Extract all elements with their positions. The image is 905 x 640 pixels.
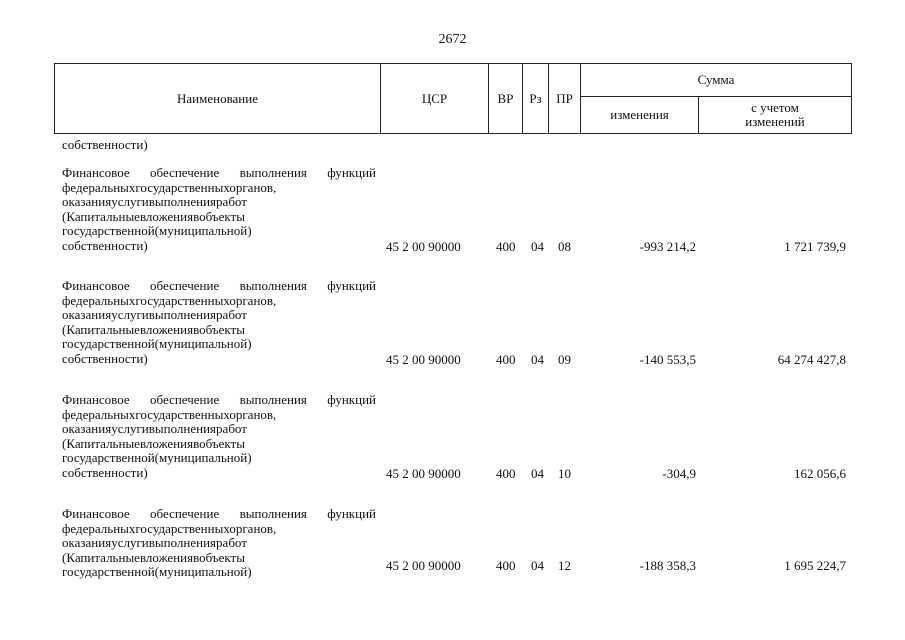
row-name-line (62, 437, 376, 452)
word: государственных (135, 180, 230, 195)
word: федеральных (62, 293, 136, 308)
row-pr: 12 (558, 557, 571, 573)
word: объекты (199, 436, 245, 451)
row-csr: 45 2 00 90000 (386, 352, 461, 367)
row-change: -188 358,3 (639, 557, 696, 573)
word: государственной (62, 565, 155, 580)
row-rz: 04 (531, 239, 544, 254)
row-change: -993 214,2 (639, 239, 696, 254)
word: в (193, 550, 200, 565)
word: вложения (139, 322, 194, 337)
header-name: Наименование (55, 64, 381, 134)
word: вложения (139, 436, 194, 451)
word: государственной (62, 224, 155, 239)
word: в (193, 209, 200, 224)
word: и (141, 536, 149, 551)
word: (муниципальной) (154, 224, 252, 239)
row-pr: 09 (558, 352, 571, 367)
row-name-line (62, 308, 376, 323)
row-name-line (62, 210, 376, 225)
word: услуг (111, 308, 142, 323)
row-name-line (62, 408, 376, 423)
row-rz: 04 (531, 352, 544, 367)
word: объекты (199, 550, 245, 565)
word: услуг (111, 422, 142, 437)
carry-over-text: собственности) (62, 137, 148, 152)
row-name (62, 166, 376, 254)
row-name-line (62, 181, 376, 196)
header-sum: Сумма (581, 64, 852, 97)
row-total: 1 695 224,7 (784, 557, 846, 573)
row-name-line: собственности) (62, 465, 148, 480)
word: (Капитальные (62, 322, 140, 337)
page-number: 2672 (438, 32, 467, 47)
word: государственной (62, 451, 155, 466)
word: государственных (135, 521, 230, 536)
word: оказания (62, 308, 112, 323)
row-name-line (62, 323, 376, 338)
word: услуг (111, 195, 142, 210)
word: работ (216, 308, 247, 323)
word: (Капитальные (62, 436, 140, 451)
word: объекты (199, 322, 245, 337)
word: государственных (135, 293, 230, 308)
row-name-line: Финансовое обеспечение выполнения функций (62, 166, 376, 180)
word: (муниципальной) (154, 337, 252, 352)
row-csr: 45 2 00 90000 (386, 557, 461, 573)
row-name-line: собственности) (62, 238, 148, 253)
row-pr: 10 (558, 466, 571, 481)
word: вложения (139, 550, 194, 565)
word: выполнения (148, 422, 217, 437)
row-name-line: Финансовое обеспечение выполнения функций (62, 279, 376, 293)
row-name (62, 279, 376, 367)
row-rz: 04 (531, 557, 544, 573)
word: (муниципальной) (154, 451, 252, 466)
row-total: 64 274 427,8 (777, 352, 846, 367)
row-name-line (62, 451, 376, 466)
row-name-line (62, 195, 376, 210)
header-pr: ПР (549, 64, 581, 134)
header-total-line1: с учетом (751, 100, 799, 115)
word: оказания (62, 422, 112, 437)
header-total (699, 97, 852, 134)
word: объекты (199, 209, 245, 224)
word: выполнения (148, 308, 217, 323)
row-name-line (62, 536, 376, 551)
row-vr: 400 (496, 557, 516, 573)
row-vr: 400 (496, 466, 516, 481)
header-total-line2: изменений (745, 114, 805, 129)
word: федеральных (62, 180, 136, 195)
row-pr: 08 (558, 239, 571, 254)
word: в (193, 322, 200, 337)
table-header (54, 63, 852, 134)
row-name-line: Финансовое обеспечение выполнения функций (62, 507, 376, 521)
row-vr: 400 (496, 352, 516, 367)
word: вложения (139, 209, 194, 224)
row-name (62, 393, 376, 481)
row-change: -140 553,5 (639, 352, 696, 367)
word: выполнения (148, 536, 217, 551)
row-vr: 400 (496, 239, 516, 254)
header-vr: ВР (489, 64, 523, 134)
row-name-line (62, 294, 376, 309)
word: (Капитальные (62, 209, 140, 224)
word: работ (216, 536, 247, 551)
row-csr: 45 2 00 90000 (386, 239, 461, 254)
word: органов, (229, 180, 277, 195)
word: работ (216, 422, 247, 437)
word: и (141, 422, 149, 437)
row-change: -304,9 (662, 466, 696, 481)
header-csr: ЦСР (381, 64, 489, 134)
row-name-line (62, 565, 376, 580)
word: государственной (62, 337, 155, 352)
row-name-line (62, 422, 376, 437)
word: и (141, 195, 149, 210)
row-name-line (62, 551, 376, 566)
row-name-line (62, 522, 376, 537)
word: выполнения (148, 195, 217, 210)
word: оказания (62, 536, 112, 551)
row-name-line: Финансовое обеспечение выполнения функций (62, 393, 376, 407)
word: органов, (229, 293, 277, 308)
row-name-line: собственности) (62, 351, 148, 366)
word: федеральных (62, 407, 136, 422)
word: услуг (111, 536, 142, 551)
row-total: 1 721 739,9 (784, 239, 846, 254)
word: федеральных (62, 521, 136, 536)
header-rz: Рз (523, 64, 549, 134)
word: государственных (135, 407, 230, 422)
row-name (62, 507, 376, 580)
row-name-line (62, 224, 376, 239)
row-rz: 04 (531, 466, 544, 481)
word: органов, (229, 521, 277, 536)
word: (муниципальной) (154, 565, 252, 580)
word: органов, (229, 407, 277, 422)
word: и (141, 308, 149, 323)
word: в (193, 436, 200, 451)
row-name-line (62, 337, 376, 352)
header-change: изменения (581, 97, 699, 134)
word: работ (216, 195, 247, 210)
row-total: 162 056,6 (794, 466, 846, 481)
word: оказания (62, 195, 112, 210)
row-csr: 45 2 00 90000 (386, 466, 461, 481)
word: (Капитальные (62, 550, 140, 565)
